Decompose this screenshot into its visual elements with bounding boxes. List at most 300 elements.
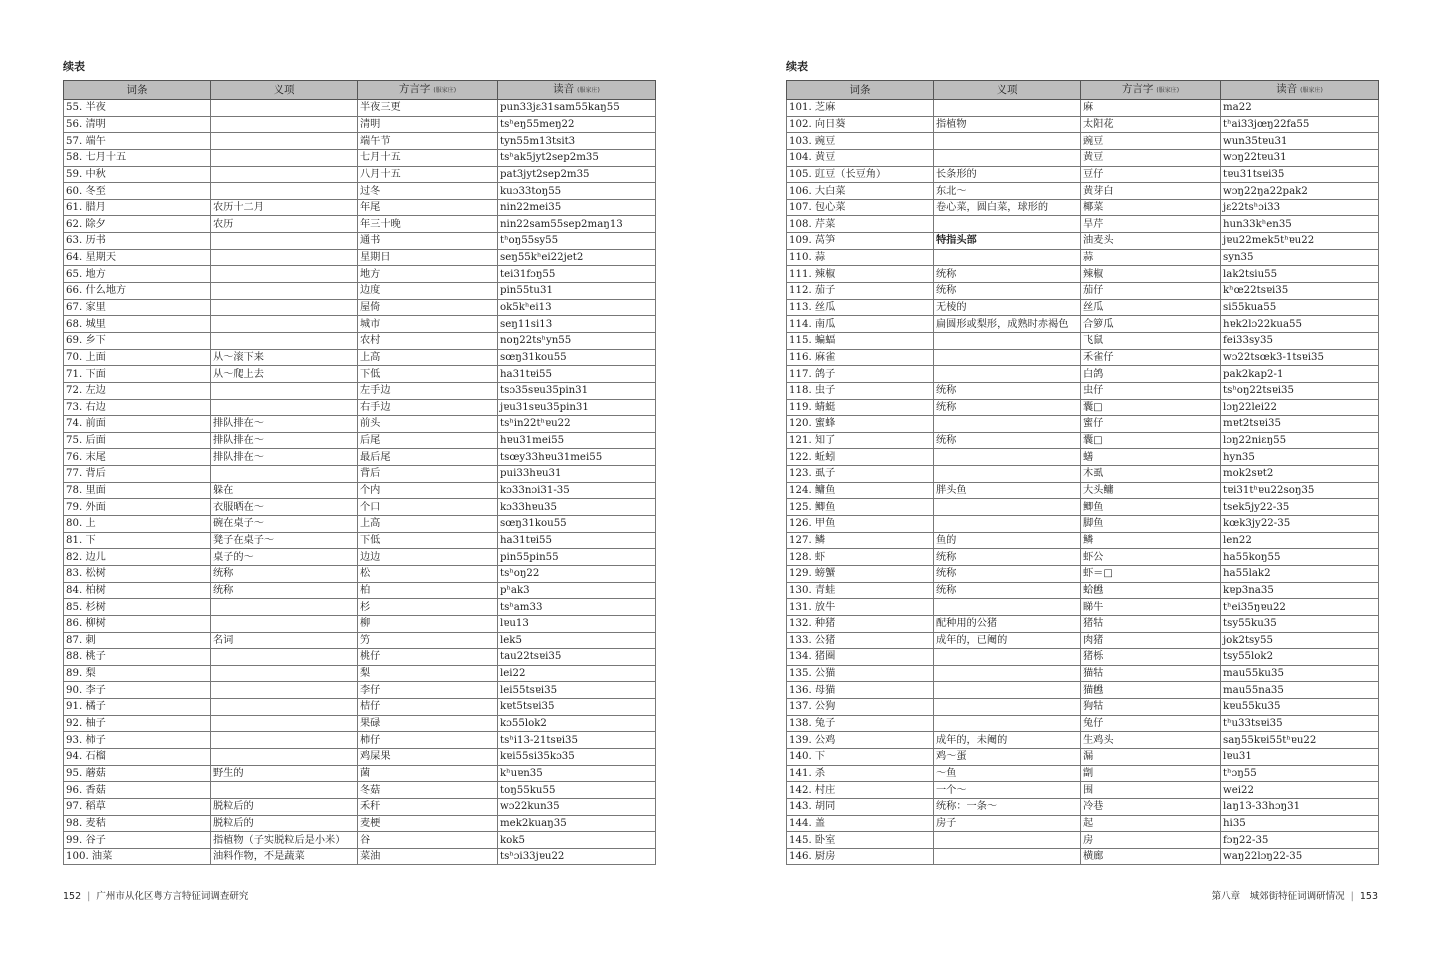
cell-dialect: 李仔	[358, 682, 498, 699]
table-row	[787, 266, 1379, 283]
cell-reading: tsʰeŋ55meŋ22	[498, 116, 656, 133]
cell-term: 140. 下	[787, 748, 934, 765]
table-row	[787, 682, 1379, 699]
cell-dialect: 囊□	[1081, 432, 1221, 449]
cell-dialect: 睇牛	[1081, 599, 1221, 616]
cell-term: 130. 青蛙	[787, 582, 934, 599]
cell-meaning: 脱粒后的	[211, 798, 358, 815]
cell-dialect: 虾＝□	[1081, 565, 1221, 582]
cell-meaning	[934, 516, 1081, 533]
cell-reading: tsy55ku35	[1221, 615, 1379, 632]
cell-dialect: 辣椒	[1081, 266, 1221, 283]
cell-term: 113. 丝瓜	[787, 299, 934, 316]
table-row	[64, 349, 656, 366]
cell-reading: kuɔ33toŋ55	[498, 183, 656, 200]
cell-term: 103. 豌豆	[787, 133, 934, 150]
cell-meaning	[211, 266, 358, 283]
cell-reading: ha55koŋ55	[1221, 549, 1379, 566]
cell-meaning: 配种用的公猪	[934, 615, 1081, 632]
cell-dialect: 清明	[358, 116, 498, 133]
table-row	[787, 416, 1379, 433]
cell-dialect: 油麦头	[1081, 233, 1221, 250]
cell-reading: kɐt5tsɐi35	[498, 699, 656, 716]
cell-dialect: 旱芹	[1081, 216, 1221, 233]
cell-dialect: 黄豆	[1081, 149, 1221, 166]
cell-reading: tʰei35ŋɐu22	[1221, 599, 1379, 616]
cell-term: 60. 冬至	[64, 183, 211, 200]
cell-reading: ok5kʰei13	[498, 299, 656, 316]
cell-dialect: 最后尾	[358, 449, 498, 466]
cell-meaning	[211, 100, 358, 117]
cell-dialect: 右手边	[358, 399, 498, 416]
cell-term: 79. 外面	[64, 499, 211, 516]
cell-term: 67. 家里	[64, 299, 211, 316]
cell-dialect: 椰菜	[1081, 199, 1221, 216]
cell-reading: mau55na35	[1221, 682, 1379, 699]
cell-term: 139. 公鸡	[787, 732, 934, 749]
cell-dialect: 蜜仔	[1081, 416, 1221, 433]
cell-reading: tsʰi13-21tsɐi35	[498, 732, 656, 749]
cell-reading: nin22mei35	[498, 199, 656, 216]
cell-meaning: 从～滚下来	[211, 349, 358, 366]
cell-term: 72. 左边	[64, 382, 211, 399]
cell-meaning: 统称：一条～	[934, 798, 1081, 815]
cell-dialect: 半夜三更	[358, 100, 498, 117]
page-number: 152	[63, 891, 82, 902]
cell-reading: jɛ22tsʰɔi33	[1221, 199, 1379, 216]
cell-meaning: 油料作物，不是蔬菜	[211, 848, 358, 865]
cell-term: 65. 地方	[64, 266, 211, 283]
cell-reading: wɔ22kun35	[498, 798, 656, 815]
cell-meaning	[211, 133, 358, 150]
cell-meaning: 统称	[211, 565, 358, 582]
cell-term: 99. 谷子	[64, 832, 211, 849]
footer-left: 152 | 广州市从化区粤方言特征词调查研究	[63, 891, 249, 902]
cell-reading: tsʰoŋ22tsɐi35	[1221, 382, 1379, 399]
cell-term: 55. 半夜	[64, 100, 211, 117]
cell-term: 71. 下面	[64, 366, 211, 383]
cell-reading: hɐu31mei55	[498, 432, 656, 449]
chapter-title: 第八章 城郊街特征词调研情况	[1211, 891, 1345, 902]
vocab-table-left	[63, 80, 656, 865]
cell-term: 66. 什么地方	[64, 283, 211, 300]
table-row	[787, 482, 1379, 499]
cell-dialect: 生鸡头	[1081, 732, 1221, 749]
cell-meaning: 桌子的～	[211, 549, 358, 566]
cell-meaning: 特指头部	[934, 233, 1081, 250]
cell-meaning: ～鱼	[934, 765, 1081, 782]
cell-dialect: 八月十五	[358, 166, 498, 183]
cell-meaning	[934, 366, 1081, 383]
cell-term: 57. 端午	[64, 133, 211, 150]
cell-dialect: 鳞	[1081, 532, 1221, 549]
cell-term: 131. 放牛	[787, 599, 934, 616]
table-row	[64, 516, 656, 533]
table-row	[787, 299, 1379, 316]
cell-dialect: 七月十五	[358, 149, 498, 166]
cell-reading: kɐp3na35	[1221, 582, 1379, 599]
cell-reading: seŋ11si13	[498, 316, 656, 333]
cell-meaning	[211, 599, 358, 616]
cell-term: 76. 末尾	[64, 449, 211, 466]
cell-meaning	[934, 100, 1081, 117]
cell-dialect: 猪牯	[1081, 615, 1221, 632]
cell-meaning	[934, 499, 1081, 516]
table-row	[64, 815, 656, 832]
table-row	[64, 632, 656, 649]
cell-reading: kɔ33hɐu35	[498, 499, 656, 516]
vocab-table-right	[786, 80, 1379, 865]
table-row	[787, 349, 1379, 366]
cell-meaning	[934, 665, 1081, 682]
cell-reading: pin55pin55	[498, 549, 656, 566]
cell-dialect: 木虱	[1081, 466, 1221, 483]
cell-reading: kœk3jy22-35	[1221, 516, 1379, 533]
table-row	[64, 116, 656, 133]
table-row	[787, 632, 1379, 649]
cell-meaning: 扁圆形或梨形，成熟时赤褐色	[934, 316, 1081, 333]
cell-meaning	[934, 216, 1081, 233]
cell-reading: tɐi31tʰɐu22soŋ35	[1221, 482, 1379, 499]
cell-dialect: 狗牯	[1081, 699, 1221, 716]
table-row	[787, 100, 1379, 117]
cell-reading: tsʰoŋ22	[498, 565, 656, 582]
cell-meaning: 指植物	[934, 116, 1081, 133]
cell-dialect: 个内	[358, 482, 498, 499]
cell-term: 78. 里面	[64, 482, 211, 499]
cell-dialect: 柿仔	[358, 732, 498, 749]
cell-meaning	[934, 332, 1081, 349]
cell-dialect: 背后	[358, 466, 498, 483]
cell-meaning	[211, 283, 358, 300]
cell-term: 115. 蝙蝠	[787, 332, 934, 349]
cell-meaning	[934, 649, 1081, 666]
table-row	[787, 249, 1379, 266]
cell-meaning: 农历	[211, 216, 358, 233]
cell-dialect: 冷巷	[1081, 798, 1221, 815]
cell-term: 132. 种猪	[787, 615, 934, 632]
cell-reading: ma22	[1221, 100, 1379, 117]
cell-term: 74. 前面	[64, 416, 211, 433]
table-row	[787, 316, 1379, 333]
cell-dialect: 年尾	[358, 199, 498, 216]
cell-meaning: 统称	[934, 582, 1081, 599]
table-row	[64, 149, 656, 166]
table-row	[64, 299, 656, 316]
cell-reading: tsʰam33	[498, 599, 656, 616]
cell-term: 68. 城里	[64, 316, 211, 333]
cell-dialect: 冬菇	[358, 782, 498, 799]
table-header-row	[64, 81, 656, 100]
cell-term: 145. 卧室	[787, 832, 934, 849]
cell-term: 69. 乡下	[64, 332, 211, 349]
table-row	[64, 732, 656, 749]
cell-dialect: 左手边	[358, 382, 498, 399]
cell-reading: hɐk2lɔ22kua55	[1221, 316, 1379, 333]
table-row	[787, 765, 1379, 782]
cell-meaning: 脱粒后的	[211, 815, 358, 832]
cell-reading: lei55tsɐi35	[498, 682, 656, 699]
cell-reading: tʰai33jœŋ22fa55	[1221, 116, 1379, 133]
cell-meaning: 排队排在～	[211, 432, 358, 449]
cell-reading: kɐu55ku35	[1221, 699, 1379, 716]
cell-meaning: 从～爬上去	[211, 366, 358, 383]
cell-reading: tsʰɔi33jɐu22	[498, 848, 656, 865]
cell-reading: len22	[1221, 532, 1379, 549]
table-row	[64, 649, 656, 666]
cell-meaning: 卷心菜，圆白菜，球形的	[934, 199, 1081, 216]
cell-reading: jɐu22mek5tʰɐu22	[1221, 233, 1379, 250]
cell-dialect: 猫乸	[1081, 682, 1221, 699]
cell-dialect: 梨	[358, 665, 498, 682]
cell-term: 107. 包心菜	[787, 199, 934, 216]
table-row	[787, 283, 1379, 300]
cell-reading: tsek5jy22-35	[1221, 499, 1379, 516]
cell-meaning: 房子	[934, 815, 1081, 832]
table-row	[64, 748, 656, 765]
cell-reading: waŋ22lɔŋ22-35	[1221, 848, 1379, 865]
cell-dialect: 起	[1081, 815, 1221, 832]
table-row	[787, 732, 1379, 749]
cell-dialect: 虫仔	[1081, 382, 1221, 399]
table-row	[787, 116, 1379, 133]
cell-reading: pak2kap2-1	[1221, 366, 1379, 383]
cell-term: 101. 芝麻	[787, 100, 934, 117]
cell-term: 116. 麻雀	[787, 349, 934, 366]
cell-meaning: 无棱的	[934, 299, 1081, 316]
cell-meaning	[934, 599, 1081, 616]
cell-reading: sœŋ31kou55	[498, 516, 656, 533]
cell-dialect: 禾秆	[358, 798, 498, 815]
cell-meaning: 衣服晒在～	[211, 499, 358, 516]
cell-meaning	[211, 665, 358, 682]
cell-term: 125. 鲫鱼	[787, 499, 934, 516]
table-row	[787, 649, 1379, 666]
cell-term: 104. 黄豆	[787, 149, 934, 166]
cell-dialect: 房	[1081, 832, 1221, 849]
table-row	[787, 599, 1379, 616]
cell-meaning: 统称	[934, 549, 1081, 566]
cell-term: 117. 鸽子	[787, 366, 934, 383]
table-row	[787, 432, 1379, 449]
table-row	[64, 100, 656, 117]
cell-meaning	[211, 682, 358, 699]
page-number: 153	[1359, 891, 1378, 902]
cell-reading: noŋ22tsʰyn55	[498, 332, 656, 349]
table-row	[64, 532, 656, 549]
cell-term: 87. 刺	[64, 632, 211, 649]
cell-meaning	[934, 715, 1081, 732]
table-row	[64, 599, 656, 616]
table-row	[787, 848, 1379, 865]
cell-reading: tsœy33hɐu31mei55	[498, 449, 656, 466]
cell-meaning	[211, 699, 358, 716]
cell-dialect: 白鸽	[1081, 366, 1221, 383]
cell-dialect: 鸡屎果	[358, 748, 498, 765]
cell-term: 84. 柏树	[64, 582, 211, 599]
cell-dialect: 边边	[358, 549, 498, 566]
cell-dialect: 上高	[358, 349, 498, 366]
cell-reading: tʰɔŋ55	[1221, 765, 1379, 782]
cell-term: 86. 柳树	[64, 615, 211, 632]
cell-dialect: 松	[358, 565, 498, 582]
cell-term: 120. 蜜蜂	[787, 416, 934, 433]
cell-term: 146. 厨房	[787, 848, 934, 865]
table-row	[64, 615, 656, 632]
cell-meaning	[211, 615, 358, 632]
cell-reading: kɔ33nɔi31-35	[498, 482, 656, 499]
cell-dialect: 豌豆	[1081, 133, 1221, 150]
table-row	[64, 199, 656, 216]
cell-reading: lɐu31	[1221, 748, 1379, 765]
cell-meaning	[211, 149, 358, 166]
cell-term: 58. 七月十五	[64, 149, 211, 166]
cell-meaning	[211, 249, 358, 266]
cell-reading: wun35tɐu31	[1221, 133, 1379, 150]
cell-reading: jɐu31sɐu35pin31	[498, 399, 656, 416]
cell-reading: kok5	[498, 832, 656, 849]
table-row	[64, 715, 656, 732]
table-row	[64, 582, 656, 599]
cell-meaning: 东北～	[934, 183, 1081, 200]
cell-term: 135. 公猫	[787, 665, 934, 682]
table-row	[64, 399, 656, 416]
cell-reading: tɐu31tsɐi35	[1221, 166, 1379, 183]
cell-reading: pin55tu31	[498, 283, 656, 300]
cell-dialect: 竻	[358, 632, 498, 649]
cell-reading: hyn35	[1221, 449, 1379, 466]
cell-reading: nin22sam55sep2maŋ13	[498, 216, 656, 233]
table-row	[787, 665, 1379, 682]
cell-reading: hun33kʰen35	[1221, 216, 1379, 233]
cell-term: 111. 辣椒	[787, 266, 934, 283]
cell-dialect: 蟮	[1081, 449, 1221, 466]
cell-meaning: 长条形的	[934, 166, 1081, 183]
cell-term: 123. 虱子	[787, 466, 934, 483]
cell-reading: si55kua55	[1221, 299, 1379, 316]
table-row	[787, 449, 1379, 466]
header-reading: 读音 (服家庄)	[1221, 81, 1379, 100]
cell-dialect: 漏	[1081, 748, 1221, 765]
table-row	[64, 765, 656, 782]
table-row	[64, 266, 656, 283]
cell-dialect: 菜油	[358, 848, 498, 865]
cell-dialect: 蛤乸	[1081, 582, 1221, 599]
table-row	[64, 332, 656, 349]
cell-meaning	[934, 682, 1081, 699]
cell-term: 82. 边儿	[64, 549, 211, 566]
table-header-row	[787, 81, 1379, 100]
cell-meaning: 统称	[934, 432, 1081, 449]
table-row	[64, 166, 656, 183]
cell-meaning	[211, 715, 358, 732]
cell-meaning	[934, 133, 1081, 150]
continued-label: 续表	[63, 60, 85, 73]
cell-dialect: 麦梗	[358, 815, 498, 832]
cell-dialect: 果碌	[358, 715, 498, 732]
cell-reading: ha55lak2	[1221, 565, 1379, 582]
cell-term: 97. 稻草	[64, 798, 211, 815]
cell-term: 98. 麦秸	[64, 815, 211, 832]
cell-term: 127. 鳞	[787, 532, 934, 549]
cell-term: 141. 杀	[787, 765, 934, 782]
table-row	[64, 682, 656, 699]
cell-reading: kʰuɐn35	[498, 765, 656, 782]
table-row	[64, 782, 656, 799]
cell-meaning	[211, 183, 358, 200]
cell-reading: lak2tsiu55	[1221, 266, 1379, 283]
cell-reading: mok2sɐt2	[1221, 466, 1379, 483]
cell-meaning	[211, 299, 358, 316]
table-row	[64, 665, 656, 682]
cell-meaning: 统称	[934, 382, 1081, 399]
cell-term: 142. 村庄	[787, 782, 934, 799]
cell-reading: tsy55lok2	[1221, 649, 1379, 666]
table-row	[787, 499, 1379, 516]
cell-meaning: 鸡～蛋	[934, 748, 1081, 765]
table-row	[787, 532, 1379, 549]
cell-dialect: 地方	[358, 266, 498, 283]
table-row	[64, 565, 656, 582]
cell-reading: lɐu13	[498, 615, 656, 632]
cell-reading: lek5	[498, 632, 656, 649]
cell-term: 96. 香菇	[64, 782, 211, 799]
cell-reading: wei22	[1221, 782, 1379, 799]
cell-term: 137. 公狗	[787, 699, 934, 716]
table-row	[64, 216, 656, 233]
cell-term: 144. 盖	[787, 815, 934, 832]
cell-meaning	[211, 316, 358, 333]
cell-term: 102. 向日葵	[787, 116, 934, 133]
table-row	[787, 699, 1379, 716]
table-row	[787, 549, 1379, 566]
cell-term: 129. 螃蟹	[787, 565, 934, 582]
table-row	[787, 332, 1379, 349]
table-row	[787, 832, 1379, 849]
cell-term: 80. 上	[64, 516, 211, 533]
cell-dialect: 端午节	[358, 133, 498, 150]
table-row	[64, 549, 656, 566]
cell-meaning	[211, 382, 358, 399]
cell-dialect: 个口	[358, 499, 498, 516]
cell-reading: sœŋ31kou55	[498, 349, 656, 366]
cell-dialect: 肉猪	[1081, 632, 1221, 649]
table-row	[787, 748, 1379, 765]
table-row	[787, 133, 1379, 150]
right-page	[786, 0, 1378, 960]
cell-reading: tʰu33tsɐi35	[1221, 715, 1379, 732]
cell-term: 91. 橘子	[64, 699, 211, 716]
cell-dialect: 禾雀仔	[1081, 349, 1221, 366]
cell-term: 62. 除夕	[64, 216, 211, 233]
cell-dialect: 桃仔	[358, 649, 498, 666]
cell-term: 64. 星期天	[64, 249, 211, 266]
cell-meaning	[934, 349, 1081, 366]
cell-reading: tsɔ35sɐu35pin31	[498, 382, 656, 399]
cell-meaning	[934, 848, 1081, 865]
cell-reading: tau22tsɐi35	[498, 649, 656, 666]
cell-meaning: 成年的，未阉的	[934, 732, 1081, 749]
cell-meaning: 鱼的	[934, 532, 1081, 549]
cell-reading: pat3jyt2sep2m35	[498, 166, 656, 183]
cell-term: 110. 蒜	[787, 249, 934, 266]
cell-term: 133. 公猪	[787, 632, 934, 649]
cell-meaning	[934, 832, 1081, 849]
header-meaning: 义项	[934, 81, 1081, 100]
cell-meaning	[211, 233, 358, 250]
cell-dialect: 通书	[358, 233, 498, 250]
cell-reading: tsʰak5jyt2sep2m35	[498, 149, 656, 166]
